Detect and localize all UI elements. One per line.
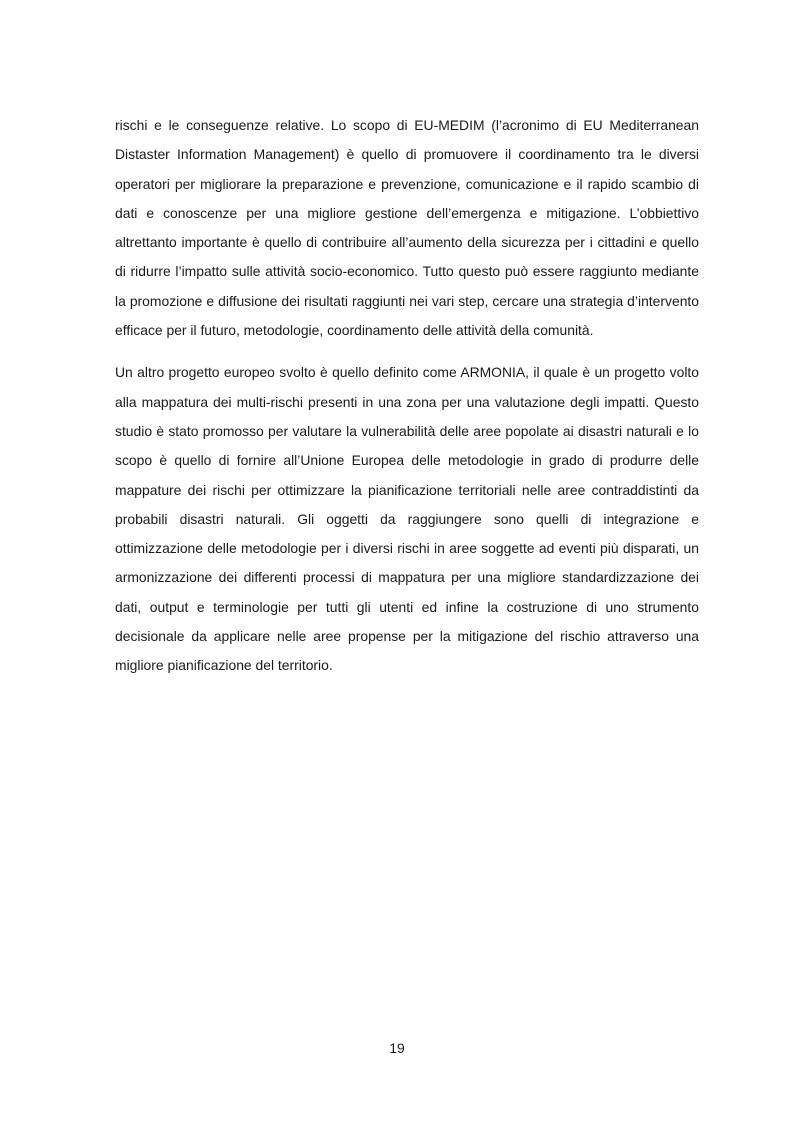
paragraph-eu-medim: rischi e le conseguenze relative. Lo scopo di EU-MEDIM (l’acronimo di EU Mediterranean Distaster Information Management) è quello di promuovere il coordinamento tra le diversi operatori per migliorare la preparazione e prevenzione, comunicazione e il rapido scambio di dati e conoscenze per una migliore gestione dell’emergenza e mitigazione. L’obbiettivo altrettanto importante è quello di contribuire all’aumento della sicurezza per i cittadini e quello di ridurre l’impatto sulle attività socio-economico. Tutto questo può essere raggiunto mediante la promozione e diffusione dei risultati raggiunti nei vari step, cercare una strategia d’intervento efficace per il futuro, metodologie, coordinamento delle attività della comunità. xyxy=(115,117,699,339)
page-number: 19 xyxy=(389,1040,405,1056)
paragraph-armonia: Un altro progetto europeo svolto è quello definito come ARMONIA, il quale è un progetto volto alla mappatura dei multi-rischi presenti in una zona per una valutazione degli impatti. Questo studio è stato promosso per valutare la vulnerabilità delle aree popolate ai disastri naturali e lo scopo è quello di fornire all’Unione Europea delle metodologie in grado di produrre delle mappature dei rischi per ottimizzare la pianificazione territoriali nelle aree contraddistinti da probabili disastri naturali. Gli oggetti da raggiungere sono quelli di integrazione e ottimizzazione delle metodologie per i diversi rischi in aree soggette ad eventi più disparati, un armonizzazione dei differenti processi di mappatura per una migliore standardizzazione dei dati, output e terminologie per tutti gli utenti ed infine la costruzione di uno strumento decisionale da applicare nelle aree propense per la mitigazione del rischio attraverso una migliore pianificazione del territorio. xyxy=(115,364,699,674)
body-text xyxy=(115,111,699,681)
